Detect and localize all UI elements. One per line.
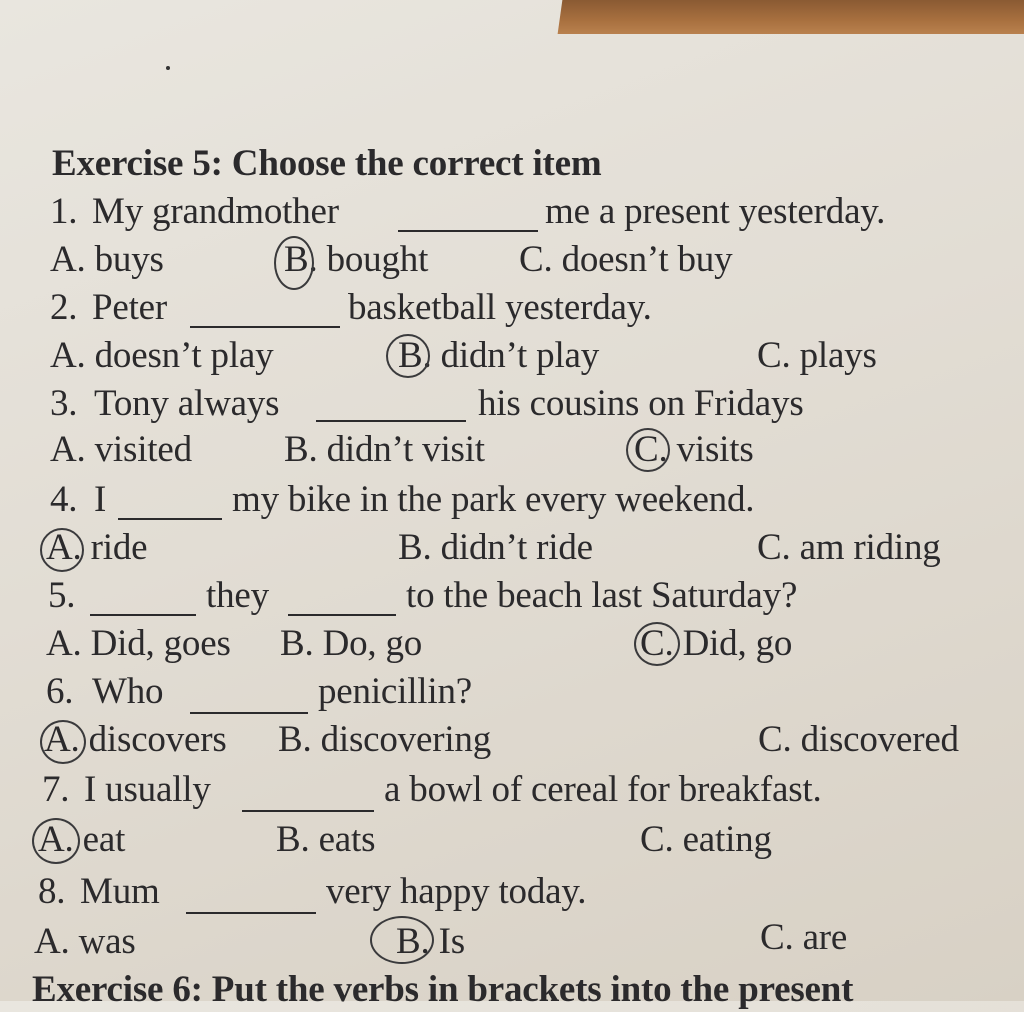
q5-number: 5. xyxy=(48,575,76,616)
q7-option-c[interactable]: C. eating xyxy=(640,819,772,860)
q7-number: 7. xyxy=(42,769,70,810)
q2-text-after: basketball yesterday. xyxy=(348,287,652,328)
q2-answer-circle xyxy=(386,334,430,378)
q4-option-b[interactable]: B. didn’t ride xyxy=(398,527,593,568)
q6-number: 6. xyxy=(46,671,74,712)
q6-option-c[interactable]: C. discovered xyxy=(758,719,959,760)
q4-answer-circle xyxy=(40,528,84,572)
q2-option-a[interactable]: A. doesn’t play xyxy=(50,335,274,376)
exercise-5-title: Exercise 5: Choose the correct item xyxy=(52,143,602,184)
q5-text-after: to the beach last Saturday? xyxy=(406,575,798,616)
q6-text-after: penicillin? xyxy=(318,671,472,712)
q1-option-a[interactable]: A. buys xyxy=(50,239,164,280)
q3-answer-circle xyxy=(626,428,670,472)
q3-text-before: Tony always xyxy=(94,383,280,424)
q6-answer-circle xyxy=(40,720,86,764)
q5-option-c[interactable]: C. Did, go xyxy=(640,623,793,664)
q3-option-c[interactable]: C. visits xyxy=(634,429,754,470)
q2-option-c[interactable]: C. plays xyxy=(757,335,877,376)
q6-option-b[interactable]: B. discovering xyxy=(278,719,492,760)
q5-option-b[interactable]: B. Do, go xyxy=(280,623,423,664)
q5-text-middle: they xyxy=(206,575,269,616)
exercise-6-title: Exercise 6: Put the verbs in brackets into the present xyxy=(32,969,854,1010)
desk-surface xyxy=(558,0,1024,34)
q4-number: 4. xyxy=(50,479,78,520)
q3-text-after: his cousins on Fridays xyxy=(478,383,804,424)
q7-answer-blank[interactable] xyxy=(242,810,374,812)
q3-number: 3. xyxy=(50,383,78,424)
q1-text-before: My grandmother xyxy=(92,191,339,232)
q1-answer-circle xyxy=(274,236,314,290)
q4-answer-blank[interactable] xyxy=(118,518,222,520)
q8-answer-blank[interactable] xyxy=(186,912,316,914)
q8-text-before: Mum xyxy=(80,871,160,912)
q3-answer-blank[interactable] xyxy=(316,420,466,422)
q1-text-after: me a present yesterday. xyxy=(545,191,886,232)
q4-text-after: my bike in the park every weekend. xyxy=(232,479,755,520)
q5-answer-circle xyxy=(634,622,680,666)
q5-answer-blank-1[interactable] xyxy=(90,614,196,616)
q8-option-b[interactable]: B. Is xyxy=(396,921,465,962)
q4-text-before: I xyxy=(94,479,107,520)
q1-number: 1. xyxy=(50,191,78,232)
q8-option-c[interactable]: C. are xyxy=(760,917,848,958)
q2-option-b[interactable]: B. didn’t play xyxy=(398,335,600,376)
q8-option-a[interactable]: A. was xyxy=(34,921,136,962)
q7-option-a[interactable]: A. eat xyxy=(38,819,126,860)
q5-answer-blank-2[interactable] xyxy=(288,614,396,616)
paper-mark xyxy=(166,66,170,70)
q5-option-a[interactable]: A. Did, goes xyxy=(46,623,231,664)
q6-option-a[interactable]: A. discovers xyxy=(44,719,227,760)
q4-option-a[interactable]: A. ride xyxy=(46,527,148,568)
q7-answer-circle xyxy=(32,818,80,864)
q1-option-b[interactable]: B. bought xyxy=(284,239,429,280)
q6-text-before: Who xyxy=(92,671,164,712)
q7-text-before: I usually xyxy=(84,769,211,810)
q4-option-c[interactable]: C. am riding xyxy=(757,527,941,568)
q7-option-b[interactable]: B. eats xyxy=(276,819,376,860)
q1-answer-blank[interactable] xyxy=(398,230,538,232)
q8-answer-circle xyxy=(370,916,434,964)
q8-text-after: very happy today. xyxy=(326,871,587,912)
q3-option-a[interactable]: A. visited xyxy=(50,429,192,470)
q1-option-c[interactable]: C. doesn’t buy xyxy=(519,239,733,280)
q2-text-before: Peter xyxy=(92,287,168,328)
q3-option-b[interactable]: B. didn’t visit xyxy=(284,429,485,470)
q2-number: 2. xyxy=(50,287,78,328)
q6-answer-blank[interactable] xyxy=(190,712,308,714)
q7-text-after: a bowl of cereal for breakfast. xyxy=(384,769,822,810)
q8-number: 8. xyxy=(38,871,66,912)
q2-answer-blank[interactable] xyxy=(190,326,340,328)
